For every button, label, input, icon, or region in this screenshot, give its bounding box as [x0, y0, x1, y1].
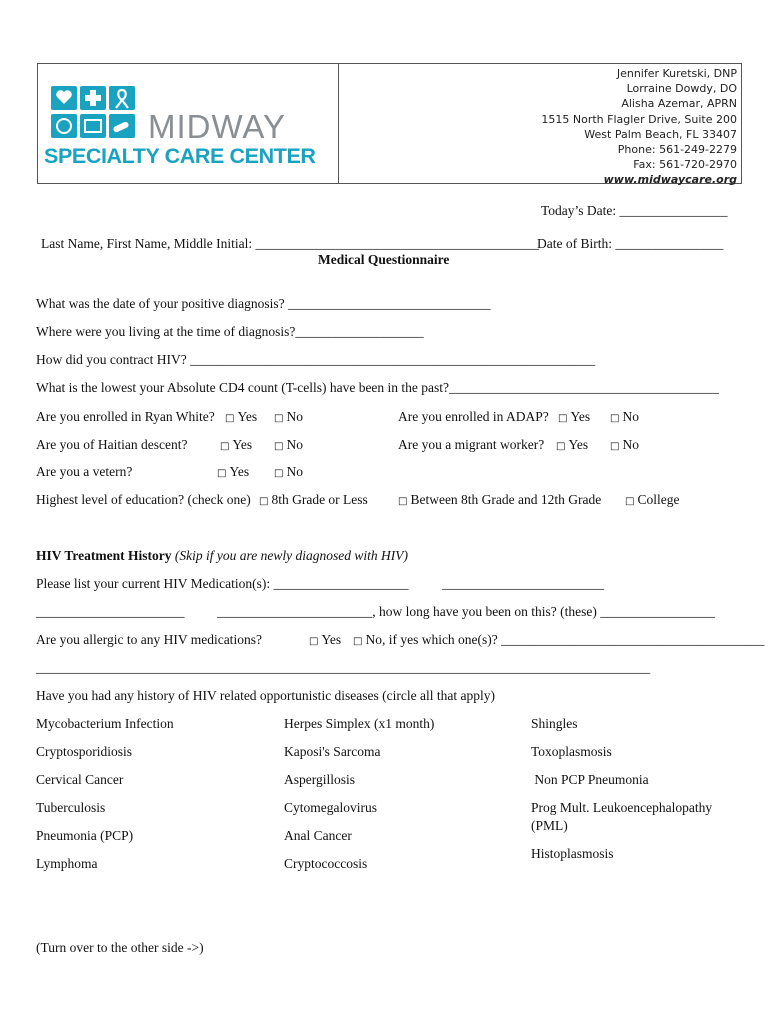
diagnosis-date-question[interactable]: What was the date of your positive diagnosis? ______________________________: [36, 296, 491, 311]
checkbox-icon[interactable]: □: [353, 636, 363, 647]
medications-field[interactable]: Please list your current HIV Medication(s): ____________________: [36, 576, 409, 591]
checkbox-icon[interactable]: □: [274, 441, 284, 452]
disease-option[interactable]: Prog Mult. Leukoencephalopathy: [531, 800, 713, 815]
logo-word: MIDWAY: [148, 108, 286, 145]
disease-option[interactable]: Cervical Cancer: [36, 772, 124, 787]
contact-line: 1515 North Flagler Drive, Suite 200: [541, 112, 737, 126]
disease-option[interactable]: Herpes Simplex (x1 month): [284, 716, 435, 731]
allergy-question: Are you allergic to any HIV medications?: [36, 632, 262, 647]
disease-option[interactable]: Mycobacterium Infection: [36, 716, 174, 731]
adap-question: Are you enrolled in ADAP?: [398, 409, 549, 424]
disease-option[interactable]: Non PCP Pneumonia: [531, 772, 649, 787]
contact-line: Alisha Azemar, APRN: [621, 97, 737, 111]
migrant-no[interactable]: [610, 437, 639, 453]
option-label: Yes: [237, 409, 258, 424]
checkbox-icon[interactable]: □: [225, 413, 235, 424]
option-label: No: [286, 409, 303, 424]
education-between[interactable]: [398, 492, 601, 508]
folder-icon: [80, 114, 106, 138]
page-title: Medical Questionnaire: [318, 252, 450, 267]
checkbox-icon[interactable]: □: [309, 636, 319, 647]
living-question[interactable]: Where were you living at the time of diagnosis?___________________: [36, 324, 424, 339]
treatment-history-heading: [36, 548, 408, 564]
migrant-question: Are you a migrant worker?: [398, 437, 545, 452]
contact-line: West Palm Beach, FL 33407: [584, 127, 737, 141]
ryan-white-yes[interactable]: [225, 409, 257, 425]
logo-subtitle: SPECIALTY CARE CENTER: [44, 144, 316, 168]
education-8th[interactable]: [259, 492, 368, 508]
contract-question[interactable]: How did you contract HIV? ____________________________________________________________: [36, 352, 596, 367]
vetern-no[interactable]: [274, 464, 303, 480]
disease-option[interactable]: Cytomegalovirus: [284, 800, 377, 815]
header-divider: [338, 64, 339, 183]
checkbox-icon[interactable]: □: [274, 413, 284, 424]
checkbox-icon[interactable]: □: [398, 496, 408, 507]
letterhead: [37, 63, 742, 187]
treatment-note: (Skip if you are newly diagnosed with HIV): [174, 548, 408, 563]
name-field[interactable]: Last Name, First Name, Middle Initial: __________________________________________: [41, 236, 539, 251]
disease-option[interactable]: Kaposi's Sarcoma: [284, 744, 381, 759]
adap-yes[interactable]: [558, 409, 590, 425]
option-label: No: [286, 437, 303, 452]
checkbox-icon[interactable]: □: [274, 468, 284, 479]
checkbox-icon[interactable]: □: [259, 496, 269, 507]
disease-option[interactable]: Cryptosporidiosis: [36, 744, 133, 759]
haitian-yes[interactable]: [220, 437, 252, 453]
disease-option[interactable]: Cryptococcosis: [284, 856, 368, 871]
medications-field-3[interactable]: ______________________: [36, 604, 185, 619]
turn-over-note: (Turn over to the other side ->): [36, 940, 204, 955]
option-label: No, if yes which one(s)? _______________________________________: [365, 632, 765, 647]
contact-line: Phone: 561-249-2279: [617, 143, 737, 157]
checkbox-icon[interactable]: □: [610, 441, 620, 452]
checkbox-icon[interactable]: □: [558, 413, 568, 424]
contact-line: Fax: 561-720-2970: [633, 158, 737, 172]
disease-option[interactable]: Histoplasmosis: [531, 846, 614, 861]
vetern-yes[interactable]: [217, 464, 249, 480]
haitian-question: Are you of Haitian descent?: [36, 437, 188, 452]
option-label: No: [622, 409, 639, 424]
option-label: No: [622, 437, 639, 452]
option-label: Yes: [570, 409, 591, 424]
education-college[interactable]: [625, 492, 679, 508]
disease-option[interactable]: Toxoplasmosis: [531, 744, 612, 759]
checkbox-icon[interactable]: □: [556, 441, 566, 452]
option-label: 8th Grade or Less: [271, 492, 368, 507]
checkbox-icon[interactable]: □: [220, 441, 230, 452]
adap-no[interactable]: [610, 409, 639, 425]
contact-info: [541, 66, 737, 188]
vetern-question: Are you a vetern?: [36, 464, 133, 479]
disease-option[interactable]: Shingles: [531, 716, 578, 731]
cd4-question[interactable]: What is the lowest your Absolute CD4 count (T-cells) have been in the past?________________________________________: [36, 380, 720, 395]
ryan-white-no[interactable]: [274, 409, 303, 425]
option-label: College: [637, 492, 680, 507]
head-icon: [51, 114, 77, 138]
contact-line: Lorraine Dowdy, DO: [626, 82, 737, 96]
checkbox-icon[interactable]: □: [625, 496, 635, 507]
option-label: Yes: [232, 437, 253, 452]
option-label: No: [286, 464, 303, 479]
option-label: Yes: [568, 437, 589, 452]
treatment-title: HIV Treatment History: [36, 548, 172, 563]
todays-date-field[interactable]: Today’s Date: ________________: [541, 203, 728, 218]
website-link[interactable]: www.midwaycare.org: [603, 173, 737, 187]
haitian-no[interactable]: [274, 437, 303, 453]
checkbox-icon[interactable]: □: [610, 413, 620, 424]
medications-field-2[interactable]: ________________________: [442, 576, 604, 591]
disease-option[interactable]: Pneumonia (PCP): [36, 828, 134, 843]
disease-option[interactable]: Anal Cancer: [284, 828, 352, 843]
allergy-yes[interactable]: [309, 632, 341, 648]
option-label: Between 8th Grade and 12th Grade: [410, 492, 602, 507]
option-label: Yes: [321, 632, 342, 647]
allergy-details-field[interactable]: ___________________________________________________________________________________________: [36, 660, 651, 675]
disease-option[interactable]: Tuberculosis: [36, 800, 106, 815]
medication-duration-field[interactable]: _______________________, how long have you been on this? (these) _________________: [217, 604, 715, 619]
opportunistic-diseases-prompt: Have you had any history of HIV related opportunistic diseases (circle all that apply): [36, 688, 495, 703]
dob-field[interactable]: Date of Birth: ________________: [537, 236, 724, 251]
logo-icons: [51, 84, 141, 140]
disease-option-continued[interactable]: (PML): [531, 818, 568, 833]
ryan-white-question: Are you enrolled in Ryan White?: [36, 409, 215, 424]
checkbox-icon[interactable]: □: [217, 468, 227, 479]
option-label: Yes: [229, 464, 250, 479]
education-question: Highest level of education? (check one): [36, 492, 251, 507]
disease-option[interactable]: Aspergillosis: [284, 772, 356, 787]
allergy-no[interactable]: [353, 632, 764, 648]
migrant-yes[interactable]: [556, 437, 588, 453]
contact-line: Jennifer Kuretski, DNP: [616, 67, 737, 80]
disease-option[interactable]: Lymphoma: [36, 856, 98, 871]
